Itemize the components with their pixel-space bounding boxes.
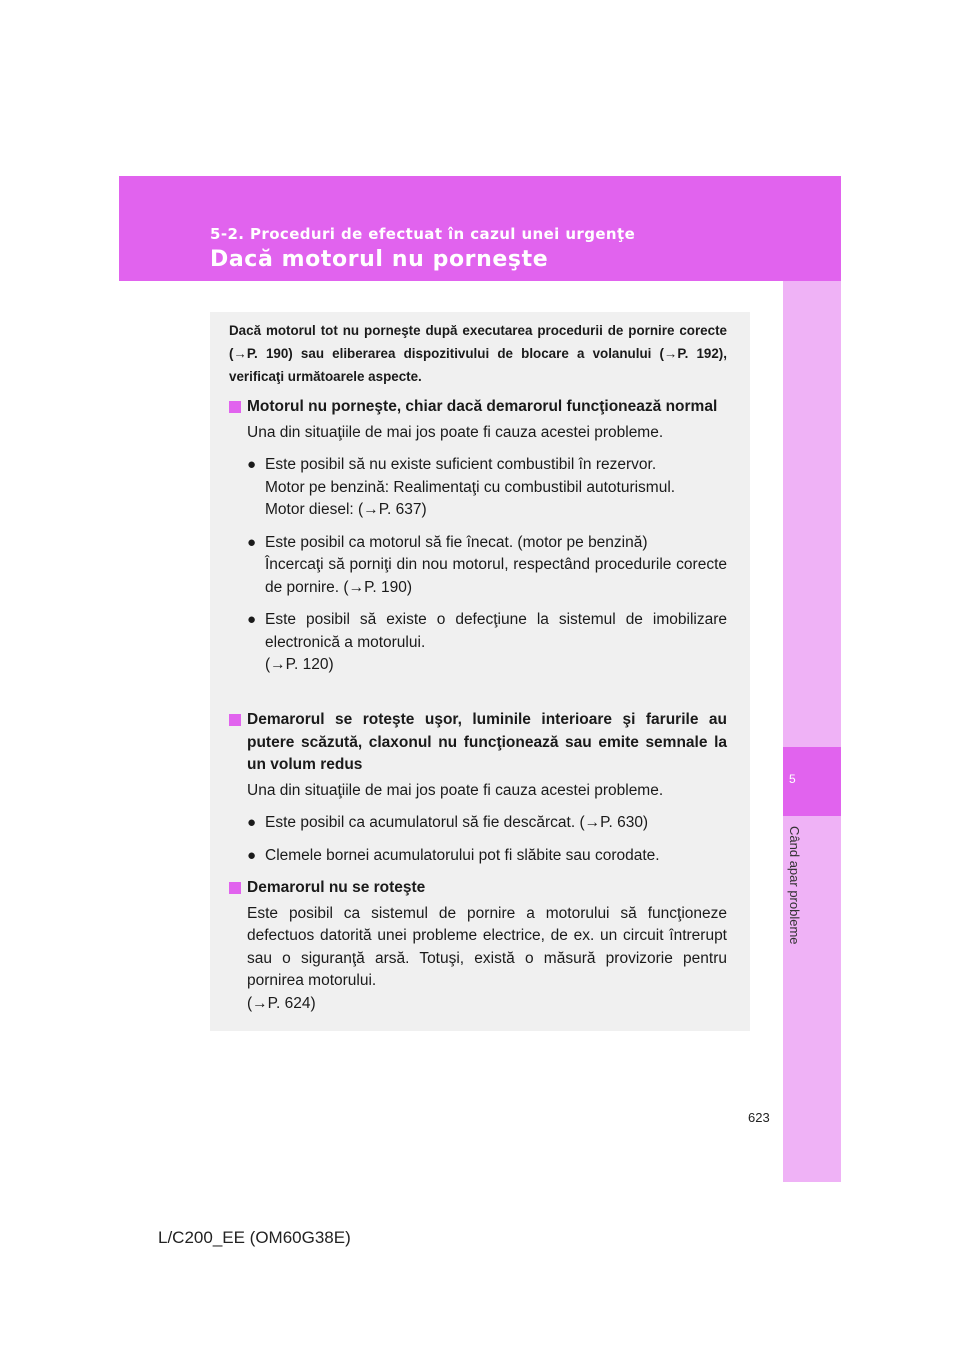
bullet-line: Este posibil ca motorul să fie înecat. (motor pe benzină) (265, 533, 648, 551)
document-code: L/C200_EE (OM60G38E) (158, 1228, 351, 1247)
section-heading: Demarorul nu se roteşte (247, 879, 426, 896)
section-reference[interactable]: (→P. 624) (247, 994, 316, 1012)
list-item (247, 609, 727, 677)
bullet-line: Încercaţi să porniţi din nou motorul, respectând procedurile corecte de pornire. (→P. 190) (265, 556, 727, 596)
chapter-number: 5 (789, 772, 796, 786)
bullet-line: Motor pe benzină: Realimentaţi cu combustibil autoturismul. (265, 478, 676, 496)
side-strip (783, 281, 841, 1182)
bullet-line: Clemele bornei acumulatorului pot fi slăbite sau corodate. (265, 846, 660, 864)
section-lead: Una din situaţiile de mai jos poate fi cauza acestei probleme. (247, 423, 664, 441)
list-item (247, 532, 727, 600)
bullet-line: Este posibil să nu existe suficient combustibil în rezervor. (265, 456, 657, 473)
section-body: Este posibil ca sistemul de pornire a motorului să funcţioneze defectuos datorită unei probleme electrice, de ex. un circuit întrerupt sau o siguranţă arsă. Totuşi, există o măsură provizorie pentru pornirea motorului. (247, 904, 727, 989)
round-bullet-icon: ● (247, 456, 257, 473)
list-item (247, 812, 727, 835)
section-lead: Una din situaţiile de mai jos poate fi cauza acestei probleme. (247, 781, 664, 799)
square-bullet-icon (229, 714, 241, 726)
section-starter-no-turn (229, 877, 727, 1015)
page-number: 623 (748, 1110, 770, 1125)
round-bullet-icon: ● (247, 611, 257, 628)
intro-text: Dacă motorul tot nu porneşte după executarea procedurii de pornire corecte (→P. 190) sau eliberarea dispozitivului de blocare a volanului (→P. 192), verificaţi următoarele aspecte. (229, 323, 727, 384)
page-title: Dacă motorul nu porneşte (210, 247, 549, 272)
chapter-title: Când apar probleme (787, 826, 802, 945)
bullet-line: Este posibil ca acumulatorul să fie descărcat. (→P. 630) (265, 814, 649, 831)
section-heading: Motorul nu porneşte, chiar dacă demarorul funcţionează normal (247, 398, 718, 415)
section-label: 5-2. Proceduri de efectuat în cazul unei urgenţe (210, 225, 636, 243)
list-item (247, 845, 727, 868)
section-heading: Demarorul se roteşte uşor, luminile interioare şi farurile au putere scăzută, claxonul nu funcţionează sau emite semnale la un volum redus (247, 711, 727, 773)
round-bullet-icon: ● (247, 533, 257, 551)
bullet-line: Este posibil să existe o defecţiune la sistemul de imobilizare electronică a motorului. (265, 611, 727, 651)
bullet-line: (→P. 120) (265, 656, 334, 673)
square-bullet-icon (229, 882, 241, 894)
round-bullet-icon: ● (247, 846, 257, 864)
section-engine-no-start (229, 396, 727, 677)
list-item (247, 454, 727, 522)
section-weak-starter (229, 709, 727, 867)
square-bullet-icon (229, 401, 241, 413)
round-bullet-icon: ● (247, 814, 257, 831)
bullet-line: Motor diesel: (→P. 637) (265, 501, 427, 518)
